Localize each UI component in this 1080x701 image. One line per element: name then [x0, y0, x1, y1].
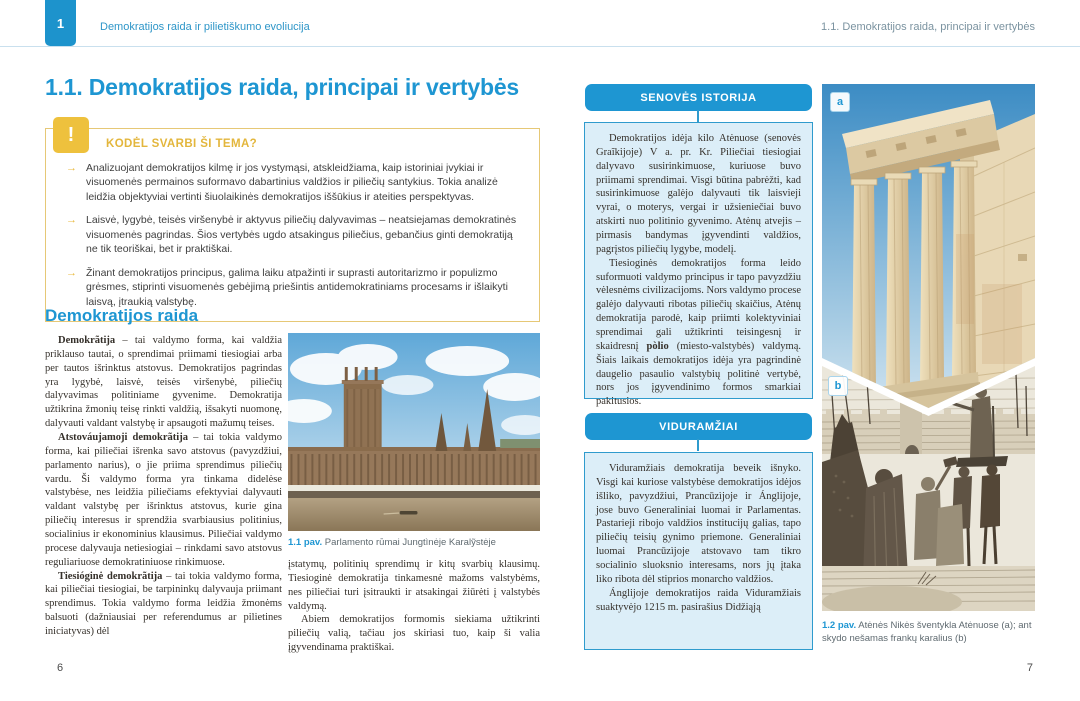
paragraph [45, 334, 282, 431]
paragraph-text: (miesto-valstybės) valdymą. Šiais laikais demokratijos idėja yra pagrindinė daugelio pasaulio valstybių politinė vertybė, nors jos įgyvendinimo formos smarkiai pakitusios. [596, 340, 801, 408]
header-divider [0, 46, 1080, 47]
page-title: 1.1. Demokratijos raida, principai ir vertybės [45, 74, 520, 100]
figure2-label: 1.2 pav. [822, 620, 857, 631]
page-number-left: 6 [57, 662, 64, 674]
bullet-text: Laisvė, lygybė, teisės viršenybė ir aktyvus piliečių dalyvavimas – neatsiejamas demokratinės visuomenės pagrindas. Šios vertybės ugdo atsakingus piliečius, gebančius ginti demokratiją ne tik teoriškai, bet ir praktiškai. [86, 214, 517, 256]
running-head-right: 1.1. Demokratijos raida, principai ir vertybės [821, 21, 1035, 33]
figure-label-b: b [828, 376, 848, 396]
paragraph: Demokratijos idėja kilo Atėnuose (senovės Graĩkijoje) V a. pr. Kr. Piliečiai tiesiogiai dalyvavo susirinkimuose, kuriuose buvo priimami sprendimai. Visgi būtina pabrėžti, kad susirinkimuose galėjo dalyvauti tik laisvieji vyrai, o moterys, vergai ir užsieniečiai buvo atskirti nuo politinio gyvenimo. Atėnų atvejis – pirmasis bandymas įgyvendinti valdžios, pagrįstos piliečių lygybe, modelį. [596, 133, 801, 255]
bullet-text: Žinant demokratijos principus, galima laiku atpažinti ir suprasti autoritarizmo ir populizmo grėsmes, stiprinti visuomenės gebėjimą priešintis antidemokratiniams procesams ir išlaikyti laisvą, įtraukią valstybę. [86, 266, 508, 308]
ancient-history-box [584, 122, 813, 408]
paragraph: įstatymų, politinių sprendimų ir kitų svarbių klausimų. Tiesioginė demokratija tinkamesnė mažoms valstybėms, nes piliečiai turi įsitraukti ir atsakingai žiūrėti į valstybės valdymą. [288, 559, 540, 612]
connector-line [697, 439, 699, 451]
arrow-right-icon: → [66, 266, 77, 279]
bullet-text: Analizuojant demokratijos kilmę ir jos vystymąsi, atskleidžiama, kaip istoriniai įvykiai ir visuomenės permainos suformavo dabartinius valdžios ir piliečių santykius. Tokia analizė leidžia objektyviai vertinti šiuolaikinės demokratijos iššūkius ir ateities perspektyvas. [86, 162, 498, 203]
importance-bullet [66, 161, 521, 204]
exclamation-icon: ! [53, 117, 89, 153]
importance-bullet [66, 266, 521, 309]
parliament-photo [288, 333, 540, 531]
paragraph: Abiem demokratijos formomis siekiama užtikrinti piliečių valią, tačiau jos skiriasi tuo, kaip ši valia įgyvendinama praktiškai. [288, 614, 540, 654]
term-bold: pòlio [646, 340, 669, 352]
paragraph: Ánglijoje demokratijos raida Viduramžiais suaktyvėjo 1215 m. pasirašius Didžiąją [596, 587, 801, 613]
figure1-label: 1.1 pav. [288, 537, 323, 548]
chapter-number-tab: 1 [45, 0, 76, 46]
ancient-history-header: SENOVĖS ISTORIJA [585, 84, 812, 111]
importance-bullet [66, 213, 521, 256]
arrow-right-icon: → [66, 162, 77, 174]
term-bold: Demokrãtija [58, 335, 116, 346]
body-column-2 [288, 558, 540, 655]
figure1-caption-text: Parlamento rūmai Jungtìnėje Karalỹstėje [322, 537, 496, 548]
paragraph-text: – tai valdymo forma, kai valdžia priklauso tautai, o sprendimai priimami tiesiogiai arba per tautos išrinktus atstovus. Demokratijos pagrindas yra lygybė, laisvė, teisės viršenybė, piliečių dalyvavimas politiniame gyvenime. Demokratija užtikrina žmonių teisę rinkti valdžią, išsakyti nuomonę, dalyvauti valdant valstybę ir apsaugoti mažumų teises. [45, 335, 282, 430]
term-bold: Atstováujamoji demokrãtija [58, 432, 188, 444]
body-column-1 [45, 334, 282, 639]
paragraph [596, 257, 801, 409]
running-head-left: Demokratijos raida ir pilietiškumo evoliucija [100, 21, 310, 33]
paragraph-text: – tai tokia valdymo forma, kai piliečiai išrenka savo atstovus (pavyzdžiui, parlamento narius), o jie priima sprendimus piliečių vardu. Ši valdymo forma yra tinkama didelėse valstybėse, nes leidžia piliečiams efektyviai dalyvauti valdant valstybę per išrinktus atstovus, kurie gina piliečių interesus ir sprendžia svarbiausius politinius, socialinius ir ekonominius klausimus. Piliečiai valdymo procese dalyvauja netiesiogiai – rinkdami savo atstovus reguliariuose demokratiniuose rinkimuose. [45, 432, 282, 568]
importance-callout-box [45, 123, 540, 322]
paragraph [45, 570, 282, 639]
paragraph [45, 431, 282, 570]
connector-line [697, 110, 699, 122]
figure2-caption-text: Atėnės Nikės šventykla Atėnuose (a); ant skydo nešamas frankų karalius (b) [822, 620, 1032, 644]
paragraph-text: – tai tokia valdymo forma, kai piliečiai tiesiogiai, be tarpininkų dalyvauja priimant sprendimus. Tokia valdymo forma leidžia žmonėms balsuoti (dažniausiai per referendumus ar pilietines iniciatyvas) dėl [45, 570, 282, 638]
parliament-illustration [288, 333, 540, 531]
medieval-header: VIDURAMŽIAI [585, 413, 812, 440]
figure2-caption [822, 620, 1035, 646]
section-heading: Demokratijos raida [45, 306, 199, 325]
arrow-right-icon: → [66, 214, 77, 227]
temple-photo [822, 84, 1035, 408]
term-bold: Tiesióginė demokrãtija [58, 570, 163, 582]
temple-illustration [822, 84, 1035, 408]
page-number-right: 7 [1026, 662, 1033, 674]
paragraph-text: Tiesioginės demokratijos forma leido suformuoti valdymo principus ir tapo pavyzdžiu vėlesnėms civilizacijoms. Nors valdymo procese galėjo dalyvauti ribotas piliečių skaičius, Atėnų demokratija parodė, kaip priimti kolektyviniai sprendimai gali užtikrinti teisingesnį ir skaidresnį [596, 257, 801, 352]
figure-label-a: a [830, 92, 850, 112]
importance-heading: KODĖL SVARBI ŠI TEMA? [106, 138, 258, 150]
figure1-caption [288, 537, 540, 550]
medieval-box [584, 452, 813, 650]
paragraph: Viduramžiais demokratija beveik išnyko. Visgi kai kuriose valstybėse demokratijos idėjos išliko, pavyzdžiui, Prancūzìjoje ir Ánglijoje, jose buvo Generaliniai luomai ir Parlamentas. Pastarieji ribojo valdžios institucijų galias, tapo piliečių teisių gynimo priemone. Generaliniai luomai Prancūzìjoje atstovavo tam tikro socialinio sluoksnio interesams, nors jų įtaka liko ribota dėl stiprios monarcho valdžios. [596, 463, 801, 585]
